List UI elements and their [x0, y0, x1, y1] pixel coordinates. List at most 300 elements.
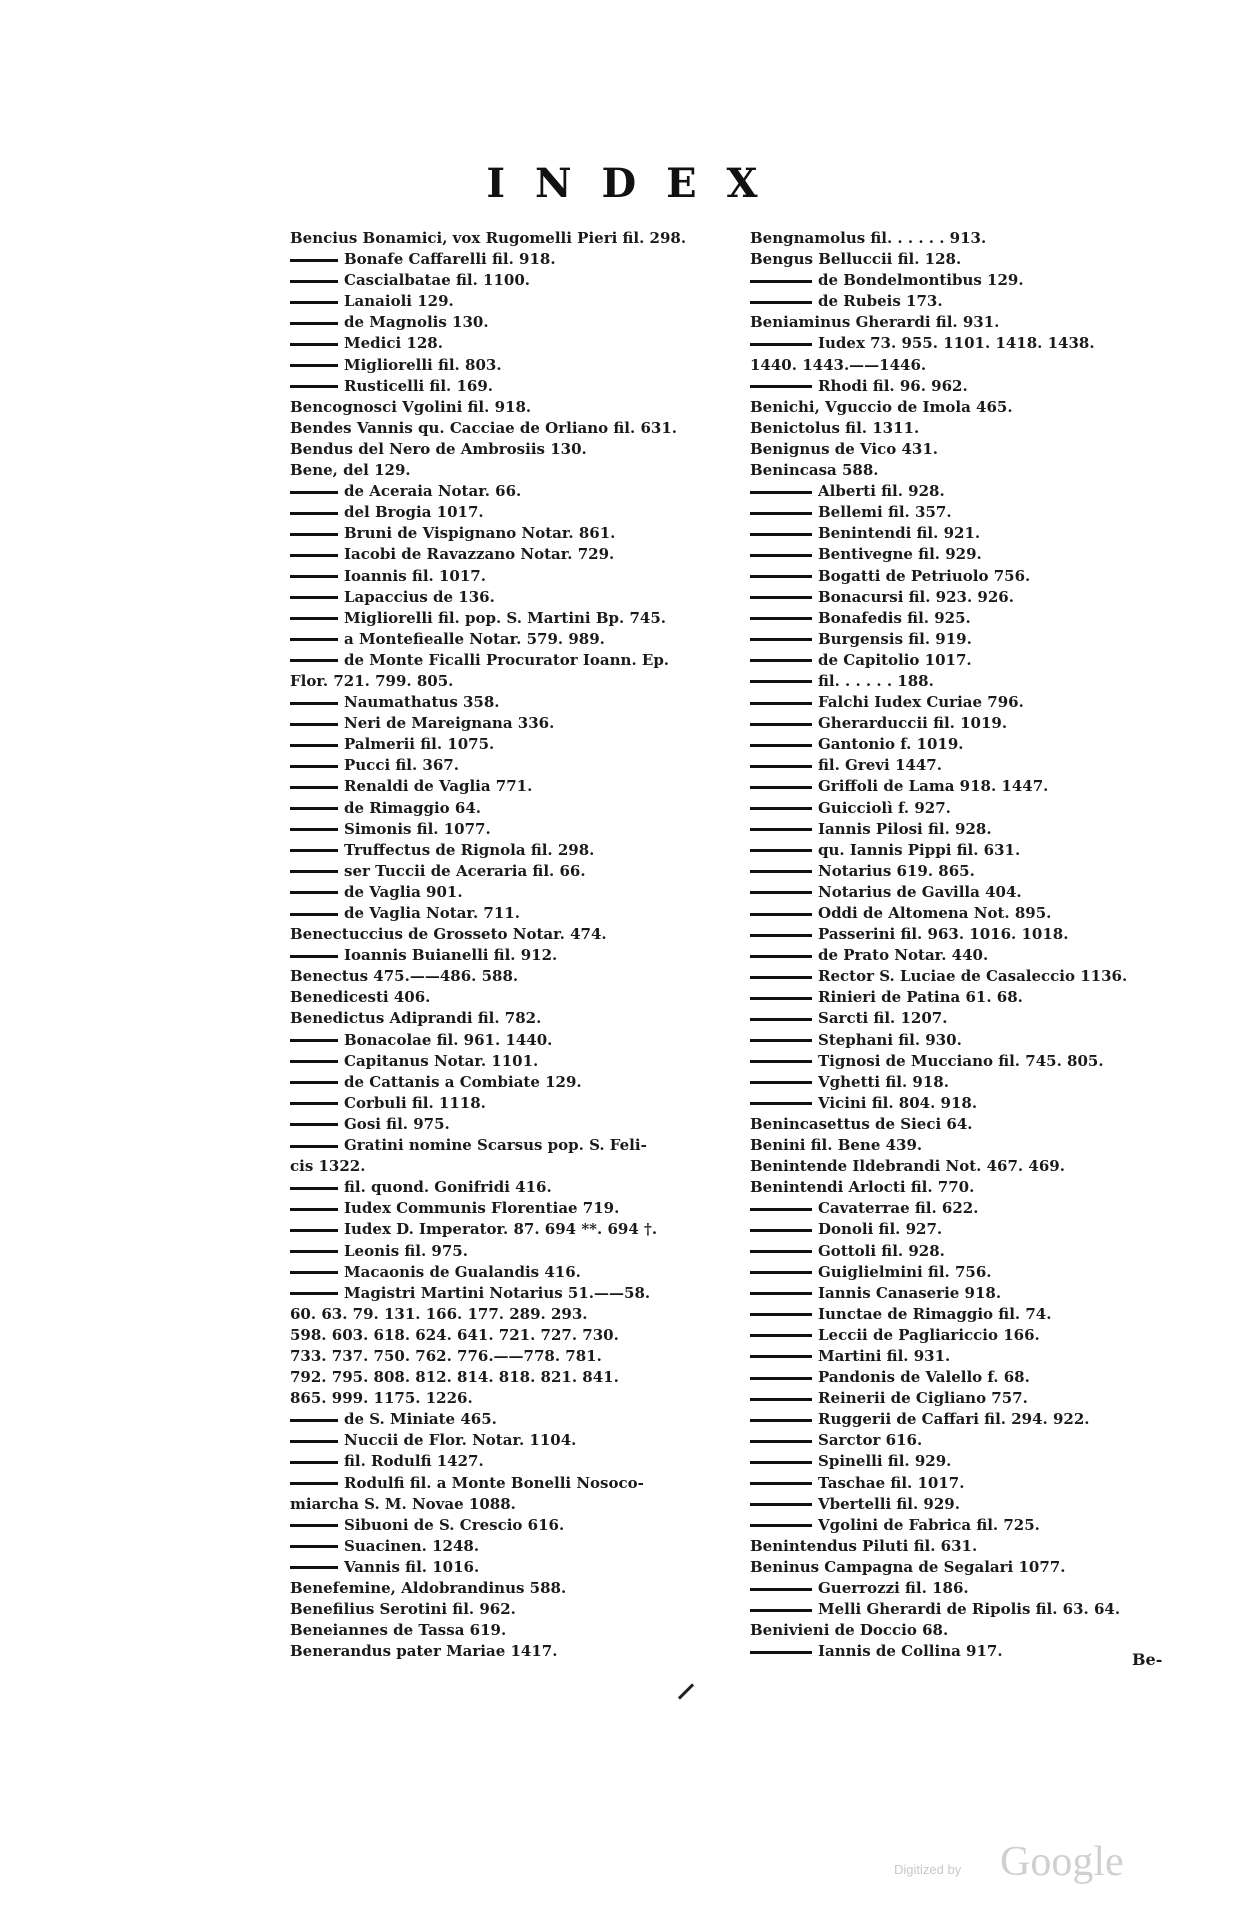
- index-entry-text: Gratini nomine Scarsus pop. S. Feli-: [344, 1136, 647, 1155]
- index-entry: [750, 1072, 1210, 1093]
- index-entry: [290, 1114, 750, 1135]
- index-entry-text: Benedictus Adiprandi fil. 782.: [290, 1009, 542, 1028]
- index-entry: [290, 1494, 750, 1515]
- ditto-dash: [290, 1039, 338, 1042]
- ditto-dash: [750, 997, 812, 1000]
- index-entry-text: Gantonio f. 1019.: [818, 735, 964, 754]
- index-entry-text: de Cattanis a Combiate 129.: [344, 1072, 582, 1091]
- index-entry-text: Benincasettus de Sieci 64.: [750, 1114, 973, 1133]
- index-entry: [290, 861, 750, 882]
- index-entry: [290, 692, 750, 713]
- index-entry: [750, 650, 1210, 671]
- ditto-dash: [750, 385, 812, 388]
- index-entry-text: Bonafe Caffarelli fil. 918.: [344, 250, 556, 269]
- index-entry: [750, 924, 1210, 945]
- index-entry: [290, 1620, 750, 1641]
- index-entry: [750, 376, 1210, 397]
- ditto-dash: [290, 744, 338, 747]
- ditto-dash: [750, 955, 812, 958]
- index-entry-text: Iacobi de Ravazzano Notar. 729.: [344, 545, 615, 564]
- index-entry-text: Vgolini de Fabrica fil. 725.: [818, 1515, 1040, 1534]
- index-entry-text: Rhodi fil. 96. 962.: [818, 376, 968, 395]
- index-entry: [750, 1093, 1210, 1114]
- index-entry-text: fil. quond. Gonifridi 416.: [344, 1178, 552, 1197]
- ditto-dash: [750, 1081, 812, 1084]
- index-entry: [290, 1325, 750, 1346]
- index-column-left: [290, 228, 750, 1662]
- ditto-dash: [750, 596, 812, 599]
- ditto-dash: [290, 280, 338, 283]
- index-entry-text: Vbertelli fil. 929.: [818, 1494, 960, 1513]
- index-entry: [290, 1008, 750, 1029]
- index-entry-text: de Vaglia 901.: [344, 882, 463, 901]
- index-entry-text: fil. Grevi 1447.: [818, 756, 942, 775]
- index-entry-text: Vghetti fil. 918.: [818, 1072, 949, 1091]
- index-entry-text: Suacinen. 1248.: [344, 1536, 480, 1555]
- index-entry-text: Bencognosci Vgolini fil. 918.: [290, 397, 532, 416]
- ditto-dash: [290, 723, 338, 726]
- index-entry-text: Bellemi fil. 357.: [818, 503, 952, 522]
- ditto-dash: [750, 828, 812, 831]
- index-entry-text: Benintende Ildebrandi Not. 467. 469.: [750, 1157, 1065, 1176]
- ditto-dash: [290, 554, 338, 557]
- index-entry-text: Pandonis de Valello f. 68.: [818, 1368, 1030, 1387]
- index-entry-text: Simonis fil. 1077.: [344, 819, 491, 838]
- index-entry-text: Naumathatus 358.: [344, 693, 500, 712]
- index-entry: [750, 1135, 1210, 1156]
- index-entry-text: Bengus Belluccii fil. 128.: [750, 250, 962, 269]
- index-entry: [290, 1515, 750, 1536]
- index-entry-text: Reinerii de Cigliano 757.: [818, 1389, 1028, 1408]
- index-entry: [750, 228, 1210, 249]
- index-entry: [750, 1114, 1210, 1135]
- index-entry-text: de Prato Notar. 440.: [818, 946, 989, 965]
- ditto-dash: [750, 1419, 812, 1422]
- ditto-dash: [750, 1208, 812, 1211]
- index-entry-text: Migliorelli fil. pop. S. Martini Bp. 745.: [344, 608, 666, 627]
- index-entry: [290, 1198, 750, 1219]
- index-entry-text: Bonacursi fil. 923. 926.: [818, 587, 1014, 606]
- index-entry: [290, 1304, 750, 1325]
- ditto-dash: [290, 1145, 338, 1148]
- index-entry: [750, 882, 1210, 903]
- ditto-dash: [290, 596, 338, 599]
- ditto-dash: [750, 765, 812, 768]
- index-entry-text: Flor. 721. 799. 805.: [290, 671, 454, 690]
- index-entry: [750, 1536, 1210, 1557]
- index-entry: [290, 987, 750, 1008]
- index-entry-text: Bene, del 129.: [290, 461, 411, 480]
- index-entry-text: Pucci fil. 367.: [344, 756, 459, 775]
- index-entry: [290, 587, 750, 608]
- index-entry-text: Taschae fil. 1017.: [818, 1473, 965, 1492]
- index-entry-text: Medici 128.: [344, 334, 443, 353]
- index-entry: [290, 1262, 750, 1283]
- watermark-prefix: Digitized by: [894, 1862, 962, 1877]
- index-entry: [750, 1388, 1210, 1409]
- index-entry: [290, 523, 750, 544]
- index-entry-text: Falchi Iudex Curiae 796.: [818, 693, 1024, 712]
- ditto-dash: [290, 765, 338, 768]
- ditto-dash: [750, 1588, 812, 1591]
- ditto-dash: [750, 1060, 812, 1063]
- ditto-dash: [750, 1398, 812, 1401]
- ditto-dash: [290, 1081, 338, 1084]
- ditto-dash: [750, 976, 812, 979]
- ditto-dash: [290, 1187, 338, 1190]
- index-entry-text: de Rimaggio 64.: [344, 798, 482, 817]
- ditto-dash: [750, 870, 812, 873]
- index-entry-text: Iudex 73. 955. 1101. 1418. 1438.: [818, 334, 1095, 353]
- index-entry: [750, 1430, 1210, 1451]
- ditto-dash: [750, 1355, 812, 1358]
- index-entry: [750, 1241, 1210, 1262]
- ditto-dash: [290, 1123, 338, 1126]
- index-entry-text: Benintendi Arlocti fil. 770.: [750, 1178, 975, 1197]
- index-entry-text: a Montefiealle Notar. 579. 989.: [344, 629, 605, 648]
- index-entry: [290, 882, 750, 903]
- index-entry: [290, 228, 750, 249]
- index-entry-text: 792. 795. 808. 812. 814. 818. 821. 841.: [290, 1368, 619, 1387]
- index-entry: [750, 1367, 1210, 1388]
- index-entry-text: de S. Miniate 465.: [344, 1410, 497, 1429]
- ditto-dash: [750, 1482, 812, 1485]
- index-entry: [750, 1599, 1210, 1620]
- index-entry: [750, 903, 1210, 924]
- index-entry-text: Lanaioli 129.: [344, 292, 454, 311]
- index-entry-text: Sarctor 616.: [818, 1431, 923, 1450]
- index-entry: [750, 1030, 1210, 1051]
- index-entry-text: Iannis Pilosi fil. 928.: [818, 819, 992, 838]
- index-entry: [290, 1536, 750, 1557]
- index-entry: [750, 819, 1210, 840]
- ditto-dash: [290, 1482, 338, 1485]
- ditto-dash: [750, 1524, 812, 1527]
- index-entry: [290, 1051, 750, 1072]
- ditto-dash: [750, 575, 812, 578]
- index-entry: [290, 966, 750, 987]
- ditto-dash: [750, 744, 812, 747]
- index-entry: [750, 439, 1210, 460]
- index-entry-text: Corbuli fil. 1118.: [344, 1093, 486, 1112]
- index-entry: [750, 291, 1210, 312]
- index-entry-text: Beneiannes de Tassa 619.: [290, 1621, 507, 1640]
- index-entry: [290, 1388, 750, 1409]
- index-entry: [750, 249, 1210, 270]
- index-entry: [290, 671, 750, 692]
- index-entry: [750, 776, 1210, 797]
- index-entry: [290, 629, 750, 650]
- index-entry: [290, 1557, 750, 1578]
- index-entry-text: de Bondelmontibus 129.: [818, 271, 1024, 290]
- index-entry-text: 598. 603. 618. 624. 641. 721. 727. 730.: [290, 1325, 619, 1344]
- ditto-dash: [290, 1524, 338, 1527]
- index-entry: [290, 755, 750, 776]
- index-entry: [750, 1051, 1210, 1072]
- ditto-dash: [750, 807, 812, 810]
- index-entry: [750, 1620, 1210, 1641]
- index-entry-text: Gherarduccii fil. 1019.: [818, 714, 1008, 733]
- ditto-dash: [750, 512, 812, 515]
- index-entry: [750, 1156, 1210, 1177]
- ditto-dash: [290, 891, 338, 894]
- ditto-dash: [750, 680, 812, 683]
- ditto-dash: [290, 491, 338, 494]
- index-entry-text: Passerini fil. 963. 1016. 1018.: [818, 925, 1069, 944]
- index-entry: [750, 566, 1210, 587]
- ditto-dash: [750, 913, 812, 916]
- index-entry-text: Rusticelli fil. 169.: [344, 376, 494, 395]
- index-entry: [750, 1219, 1210, 1240]
- index-entry-text: Benectuccius de Grosseto Notar. 474.: [290, 925, 607, 944]
- index-entry-text: Sibuoni de S. Crescio 616.: [344, 1515, 565, 1534]
- index-entry-text: Guiglielmini fil. 756.: [818, 1262, 992, 1281]
- index-entry: [290, 1030, 750, 1051]
- ditto-dash: [290, 1292, 338, 1295]
- index-entry-text: Benintendus Piluti fil. 631.: [750, 1536, 978, 1555]
- index-entry: [290, 1473, 750, 1494]
- index-entry: [290, 376, 750, 397]
- index-entry-text: Iudex Communis Florentiae 719.: [344, 1199, 620, 1218]
- index-entry-text: Sarcti fil. 1207.: [818, 1009, 948, 1028]
- index-entry-text: Bonafedis fil. 925.: [818, 608, 971, 627]
- index-entry: [290, 1578, 750, 1599]
- ditto-dash: [750, 659, 812, 662]
- index-entry: [290, 502, 750, 523]
- ditto-dash: [290, 385, 338, 388]
- ditto-dash: [750, 301, 812, 304]
- index-entry-text: Iannis Canaserie 918.: [818, 1283, 1002, 1302]
- ditto-dash: [290, 512, 338, 515]
- index-entry: [750, 1177, 1210, 1198]
- index-entry: [750, 1494, 1210, 1515]
- index-entry: [750, 1346, 1210, 1367]
- index-entry: [290, 249, 750, 270]
- index-entry-text: Vicini fil. 804. 918.: [818, 1093, 978, 1112]
- index-entry-text: fil. Rodulfi 1427.: [344, 1452, 484, 1471]
- ditto-dash: [290, 913, 338, 916]
- ditto-dash: [290, 659, 338, 662]
- index-entry-text: Stephani fil. 930.: [818, 1030, 962, 1049]
- ditto-dash: [290, 702, 338, 705]
- index-entry-text: Ioannis fil. 1017.: [344, 566, 486, 585]
- index-entry-text: Bruni de Vispignano Notar. 861.: [344, 524, 616, 543]
- index-entry-text: Migliorelli fil. 803.: [344, 355, 502, 374]
- index-entry-text: miarcha S. M. Novae 1088.: [290, 1494, 516, 1513]
- index-entry-text: Benictolus fil. 1311.: [750, 418, 920, 437]
- index-entry-text: Beninus Campagna de Segalari 1077.: [750, 1557, 1066, 1576]
- index-entry-text: del Brogia 1017.: [344, 503, 484, 522]
- ditto-dash: [290, 849, 338, 852]
- ditto-dash: [750, 891, 812, 894]
- ditto-dash: [750, 1461, 812, 1464]
- index-entry-text: Bengnamolus fil. . . . . . 913.: [750, 229, 987, 247]
- ditto-dash: [750, 491, 812, 494]
- index-entry: [750, 798, 1210, 819]
- index-entry: [290, 713, 750, 734]
- index-entry: [750, 481, 1210, 502]
- index-entry-text: Benectus 475.——486. 588.: [290, 967, 519, 986]
- index-entry-text: Rector S. Luciae de Casaleccio 1136.: [818, 967, 1128, 986]
- index-entry-text: cis 1322.: [290, 1157, 366, 1176]
- ditto-dash: [750, 1039, 812, 1042]
- index-entry: [750, 1557, 1210, 1578]
- index-entry: [290, 1093, 750, 1114]
- ditto-dash: [290, 617, 338, 620]
- index-entry: [290, 924, 750, 945]
- index-entry: [750, 355, 1210, 376]
- index-entry-text: Bogatti de Petriuolo 756.: [818, 566, 1031, 585]
- pen-mark: [678, 1683, 694, 1699]
- index-entry-text: Lapaccius de 136.: [344, 587, 495, 606]
- ditto-dash: [750, 1440, 812, 1443]
- ditto-dash: [750, 343, 812, 346]
- index-entry-text: Rinieri de Patina 61. 68.: [818, 988, 1023, 1007]
- ditto-dash: [290, 343, 338, 346]
- index-entry: [750, 1283, 1210, 1304]
- ditto-dash: [290, 1461, 338, 1464]
- index-entry: [750, 1515, 1210, 1536]
- ditto-dash: [750, 1503, 812, 1506]
- ditto-dash: [290, 1060, 338, 1063]
- ditto-dash: [290, 1229, 338, 1232]
- index-entry: [290, 903, 750, 924]
- index-entry: [290, 566, 750, 587]
- index-entry: [290, 1641, 750, 1662]
- watermark-logo: Google: [1000, 1839, 1124, 1885]
- index-entry: [290, 1599, 750, 1620]
- ditto-dash: [750, 1609, 812, 1612]
- ditto-dash: [290, 1545, 338, 1548]
- index-entry-text: Benichi, Vguccio de Imola 465.: [750, 397, 1013, 416]
- index-entry: [290, 1219, 750, 1240]
- index-entry: [290, 1241, 750, 1262]
- index-entry-text: de Capitolio 1017.: [818, 650, 972, 669]
- index-entry: [290, 1409, 750, 1430]
- index-entry-text: de Aceraia Notar. 66.: [344, 482, 522, 501]
- index-entry: [750, 966, 1210, 987]
- ditto-dash: [750, 723, 812, 726]
- index-entry-text: Benerandus pater Mariae 1417.: [290, 1642, 558, 1661]
- index-entry-text: Notarius de Gavilla 404.: [818, 882, 1022, 901]
- ditto-dash: [750, 1313, 812, 1316]
- index-entry-text: Burgensis fil. 919.: [818, 629, 972, 648]
- index-entry: [290, 608, 750, 629]
- ditto-dash: [290, 322, 338, 325]
- index-entry-text: 733. 737. 750. 762. 776.——778. 781.: [290, 1346, 602, 1365]
- index-entry-text: Benedicesti 406.: [290, 988, 431, 1007]
- index-entry: [290, 270, 750, 291]
- ditto-dash: [290, 259, 338, 262]
- index-entry-text: Ioannis Buianelli fil. 912.: [344, 946, 558, 965]
- index-entry: [750, 945, 1210, 966]
- ditto-dash: [750, 533, 812, 536]
- index-entry: [290, 460, 750, 481]
- ditto-dash: [290, 533, 338, 536]
- index-entry: [290, 312, 750, 333]
- index-entry: [290, 481, 750, 502]
- index-entry: [750, 608, 1210, 629]
- index-entry: [290, 544, 750, 565]
- index-entry: [750, 460, 1210, 481]
- index-entry: [290, 776, 750, 797]
- index-entry: [750, 861, 1210, 882]
- index-entry-text: Gosi fil. 975.: [344, 1114, 450, 1133]
- index-entry-text: Iannis de Collina 917.: [818, 1642, 1003, 1661]
- index-entry: [750, 523, 1210, 544]
- index-entry: [750, 1262, 1210, 1283]
- index-entry: [290, 1135, 750, 1156]
- index-entry: [750, 692, 1210, 713]
- index-entry: [750, 312, 1210, 333]
- ditto-dash: [750, 1334, 812, 1337]
- index-entry-text: Iudex D. Imperator. 87. 694 **. 694 †.: [344, 1220, 658, 1239]
- ditto-dash: [290, 364, 338, 367]
- index-entry-text: qu. Iannis Pippi fil. 631.: [818, 840, 1021, 859]
- index-entry-text: Bentivegne fil. 929.: [818, 545, 982, 564]
- index-entry-text: de Rubeis 173.: [818, 292, 943, 311]
- index-entry-text: Bonacolae fil. 961. 1440.: [344, 1030, 553, 1049]
- index-entry-text: Cavaterrae fil. 622.: [818, 1199, 979, 1218]
- index-entry-text: Benefemine, Aldobrandinus 588.: [290, 1579, 567, 1597]
- index-entry-text: 60. 63. 79. 131. 166. 177. 289. 293.: [290, 1304, 588, 1323]
- index-entry-text: Bendus del Nero de Ambrosiis 130.: [290, 439, 587, 458]
- index-entry: [750, 270, 1210, 291]
- ditto-dash: [750, 786, 812, 789]
- index-entry: [750, 418, 1210, 439]
- index-entry: [750, 1409, 1210, 1430]
- ditto-dash: [750, 638, 812, 641]
- index-entry-text: Rodulfi fil. a Monte Bonelli Nosoco-: [344, 1473, 644, 1492]
- ditto-dash: [290, 828, 338, 831]
- ditto-dash: [290, 1419, 338, 1422]
- index-entry: [750, 629, 1210, 650]
- index-entry-text: Tignosi de Mucciano fil. 745. 805.: [818, 1051, 1104, 1070]
- index-entry-text: Cascialbatae fil. 1100.: [344, 271, 530, 290]
- ditto-dash: [750, 1377, 812, 1380]
- ditto-dash: [750, 849, 812, 852]
- ditto-dash: [750, 1102, 812, 1105]
- index-entry: [290, 819, 750, 840]
- index-entry-text: Palmerii fil. 1075.: [344, 735, 495, 754]
- index-entry: [290, 355, 750, 376]
- index-entry-text: ser Tuccii de Aceraria fil. 66.: [344, 861, 586, 880]
- index-entry-text: Beniaminus Gherardi fil. 931.: [750, 313, 1000, 332]
- index-entry: [750, 987, 1210, 1008]
- index-entry-text: Gottoli fil. 928.: [818, 1241, 945, 1260]
- index-entry-text: fil. . . . . . 188.: [818, 671, 934, 690]
- ditto-dash: [290, 1271, 338, 1274]
- ditto-dash: [290, 1208, 338, 1211]
- ditto-dash: [750, 1018, 812, 1021]
- index-entry-text: Leccii de Pagliariccio 166.: [818, 1325, 1040, 1344]
- ditto-dash: [290, 870, 338, 873]
- index-entry-text: Alberti fil. 928.: [818, 482, 945, 501]
- index-entry: [290, 1283, 750, 1304]
- index-entry-text: Martini fil. 931.: [818, 1346, 951, 1365]
- index-entry-text: Bendes Vannis qu. Cacciae de Orliano fil. 631.: [290, 418, 677, 437]
- ditto-dash: [290, 1250, 338, 1253]
- ditto-dash: [290, 1102, 338, 1105]
- index-entry: [290, 650, 750, 671]
- ditto-dash: [750, 1229, 812, 1232]
- index-entry: [750, 840, 1210, 861]
- index-entry-text: 1440. 1443.——1446.: [750, 355, 927, 374]
- index-entry-text: Capitanus Notar. 1101.: [344, 1051, 539, 1070]
- index-entry: [290, 397, 750, 418]
- index-entry-text: Guicciolì f. 927.: [818, 798, 951, 817]
- ditto-dash: [750, 1271, 812, 1274]
